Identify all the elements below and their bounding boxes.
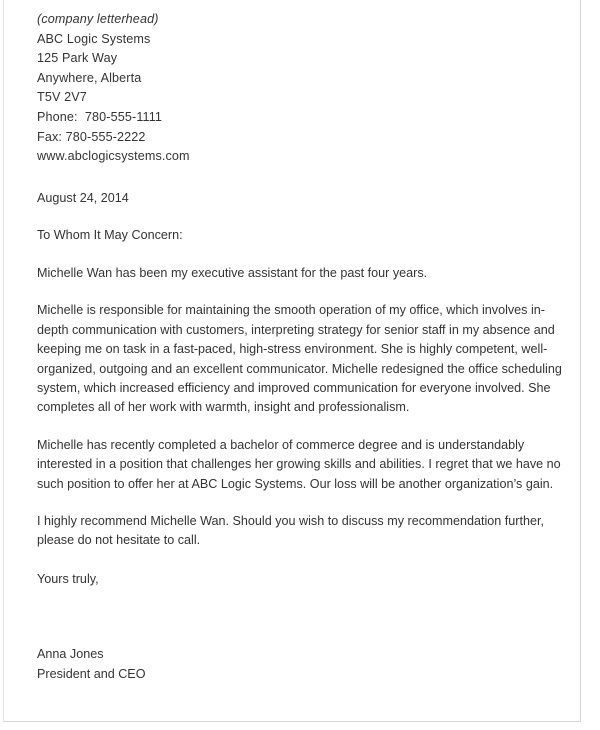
letterhead-line-placeholder: (company letterhead) [37,12,159,26]
body-paragraph-3: Michelle has recently completed a bachelor of commerce degree and is understandably interested in a position that challenges her growing skills and abilities. I regret that we have no such position to offer her at ABC Logic Systems. Our loss will be another organization’s gain. [37,437,561,491]
letterhead-fax: Fax: 780-555-2222 [37,129,146,144]
body-paragraph-4: I highly recommend Michelle Wan. Should you wish to discuss my recommendation further, please do not hesitate to call. [37,514,545,548]
signature-block [37,645,574,684]
letter-content [37,10,574,685]
letterhead-city-province: Anywhere, Alberta [37,70,142,85]
letterhead-website: www.abclogicsystems.com [37,149,190,164]
body-paragraph-2: Michelle is responsible for maintaining the smooth operation of my office, which involves in-depth communication with customers, interpreting strategy for senior staff in my absence and keeping me on task in a fast-paced, high-stress environment. She is highly competent, well-organized, outgoing and an excellent communicator. Michelle redesigned the office scheduling system, which increased efficiency and improved communication for everyone involved. She completes all of her work with warmth, insight and professionalism. [37,303,562,415]
signer-name: Anna Jones [37,647,104,662]
letterhead-postal-code: T5V 2V7 [37,90,87,105]
letterhead-street-address: 125 Park Way [37,51,118,66]
letterhead-company-name: ABC Logic Systems [37,31,151,46]
company-letterhead [37,10,574,167]
body-paragraph-1: Michelle Wan has been my executive assistant for the past four years. [37,265,428,280]
letter-closing: Yours truly, [37,571,99,586]
letter-page [3,0,581,722]
letterhead-phone: Phone: 780-555-1111 [37,109,163,124]
letter-salutation: To Whom It May Concern: [37,228,183,243]
signer-title: President and CEO [37,667,146,681]
letter-date: August 24, 2014 [37,190,129,205]
